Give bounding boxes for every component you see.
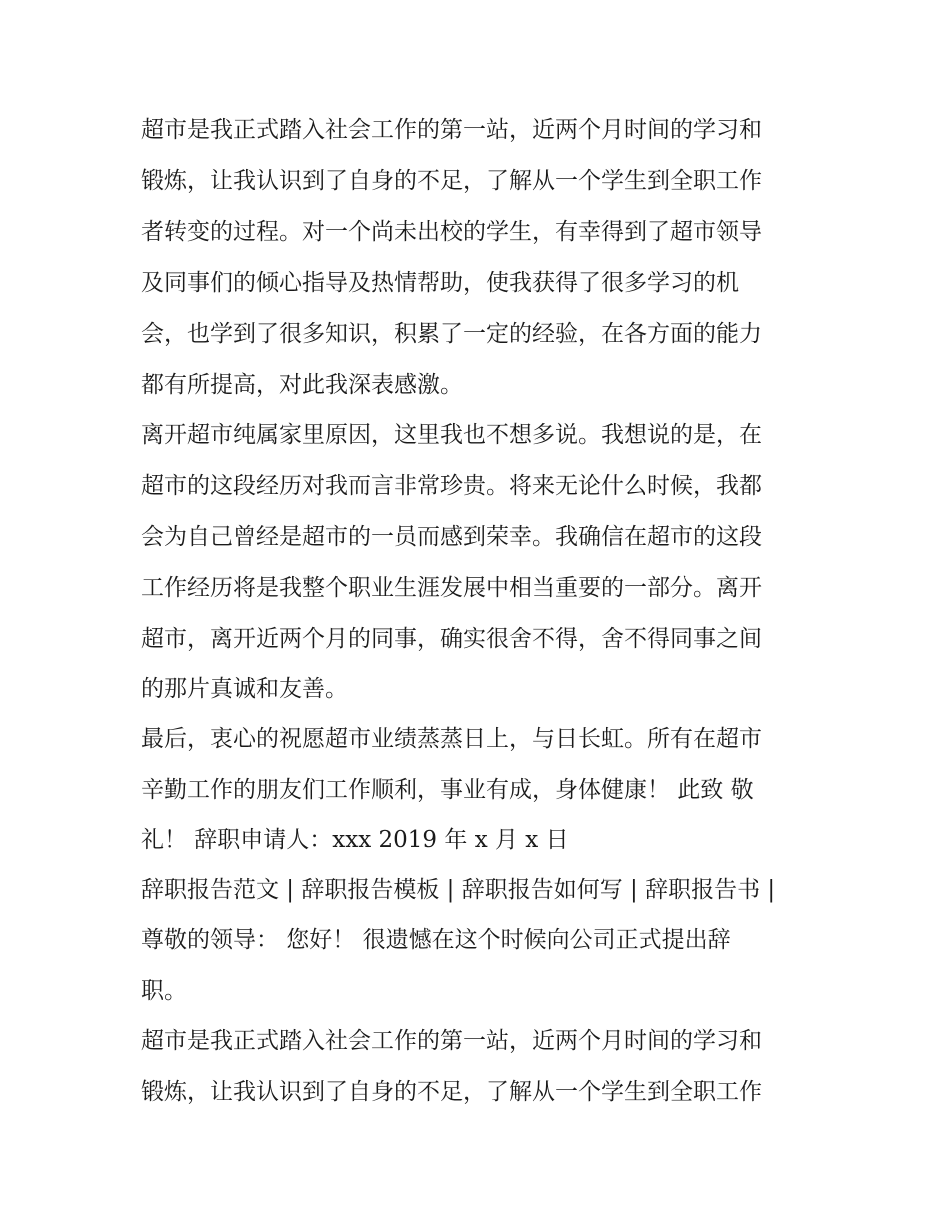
- text-line: 及同事们的倾心指导及热情帮助，使我获得了很多学习的机: [141, 270, 739, 296]
- text-line: 离开超市纯属家里原因，这里我也不想多说。我想说的是，在: [141, 422, 762, 448]
- text-line: 辞职报告范文 | 辞职报告模板 | 辞职报告如何写 | 辞职报告书 |: [141, 877, 776, 903]
- text-line: 都有所提高，对此我深表感激。: [141, 372, 463, 398]
- text-line: 工作经历将是我整个职业生涯发展中相当重要的一部分。离开: [141, 575, 762, 601]
- text-line: 超市的这段经历对我而言非常珍贵。将来无论什么时候，我都: [141, 473, 762, 499]
- text-line: 会为自己曾经是超市的一员而感到荣幸。我确信在超市的这段: [141, 524, 762, 550]
- text-line: 锻炼，让我认识到了自身的不足，了解从一个学生到全职工作: [141, 168, 762, 194]
- text-line: 礼！ 辞职申请人：xxx 2019 年 x 月 x 日: [141, 827, 569, 853]
- text-line: 会，也学到了很多知识，积累了一定的经验，在各方面的能力: [141, 321, 762, 347]
- text-line: 锻炼，让我认识到了自身的不足，了解从一个学生到全职工作: [141, 1079, 762, 1105]
- text-line: 职。: [141, 978, 187, 1004]
- text-line: 者转变的过程。对一个尚未出校的学生，有幸得到了超市领导: [141, 219, 762, 245]
- text-line: 超市是我正式踏入社会工作的第一站，近两个月时间的学习和: [141, 1028, 762, 1054]
- text-line: 超市，离开近两个月的同事，确实很舍不得，舍不得同事之间: [141, 626, 762, 652]
- text-line: 辛勤工作的朋友们工作顺利，事业有成，身体健康！ 此致 敬: [141, 777, 754, 803]
- text-line: 尊敬的领导： 您好！ 很遗憾在这个时候向公司正式提出辞: [141, 927, 731, 953]
- text-line: 最后，衷心的祝愿超市业绩蒸蒸日上，与日长虹。所有在超市: [141, 726, 762, 752]
- text-line: 超市是我正式踏入社会工作的第一站，近两个月时间的学习和: [141, 117, 762, 143]
- text-line: 的那片真诚和友善。: [141, 676, 348, 702]
